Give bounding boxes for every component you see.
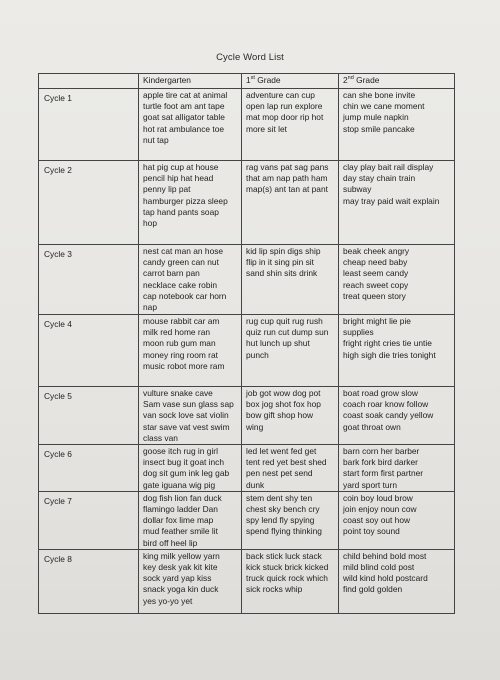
cycle-label: Cycle 3 bbox=[39, 245, 139, 315]
header-kindergarten: Kindergarten bbox=[139, 74, 242, 89]
word-line: adventure can cup bbox=[246, 90, 315, 100]
word-line: pencil hip hat head bbox=[143, 173, 214, 184]
word-line: spend flying thinking bbox=[246, 526, 322, 537]
table-row bbox=[39, 491, 455, 549]
word-line: child behind bold most bbox=[343, 550, 427, 561]
word-line: map(s) ant tan at pant bbox=[246, 184, 328, 195]
header-first-rest: Grade bbox=[254, 75, 281, 85]
header-second-rest: Grade bbox=[353, 75, 380, 85]
word-line: truck quick rock which bbox=[246, 573, 328, 584]
word-line: chest sky bench cry bbox=[246, 504, 320, 515]
word-line: candy green can nut bbox=[143, 257, 219, 268]
first-grade-words bbox=[242, 491, 339, 549]
table-row bbox=[39, 549, 455, 613]
word-line: tent red yet best shed bbox=[246, 457, 327, 468]
kindergarten-words bbox=[139, 491, 242, 549]
word-line: dollar fox lime map bbox=[143, 515, 214, 526]
kindergarten-words bbox=[139, 161, 242, 245]
first-grade-words bbox=[242, 315, 339, 387]
word-line: kid lip spin digs ship bbox=[246, 246, 321, 256]
cycle-label: Cycle 5 bbox=[39, 387, 139, 445]
word-line: bow gift shop how bbox=[246, 410, 314, 421]
word-line: moon rub gum man bbox=[143, 338, 216, 349]
word-line: spy lend fly spying bbox=[246, 515, 315, 526]
word-line: kick stuck brick kicked bbox=[246, 562, 329, 573]
word-line: treat queen story bbox=[343, 290, 406, 301]
second-grade-words bbox=[339, 549, 455, 613]
word-line: dog fish lion fan duck bbox=[143, 492, 222, 503]
word-line: coach roar know follow bbox=[343, 399, 429, 410]
word-line: snack yoga kin duck bbox=[143, 584, 219, 595]
word-line: hat pig cup at house bbox=[143, 162, 219, 172]
header-first-num: 1 bbox=[246, 75, 251, 85]
table-row bbox=[39, 161, 455, 245]
word-line: mouse rabbit car am bbox=[143, 316, 220, 326]
cycle-label: Cycle 6 bbox=[39, 445, 139, 492]
word-line: cap notebook car horn bbox=[143, 290, 227, 301]
word-line: pen nest pet send bbox=[246, 468, 313, 479]
word-line: yes yo-yo yet bbox=[143, 595, 193, 606]
cycle-label: Cycle 7 bbox=[39, 491, 139, 549]
cycle-label: Cycle 1 bbox=[39, 89, 139, 161]
word-line: necklace cake robin bbox=[143, 279, 218, 290]
word-line: point toy sound bbox=[343, 526, 400, 537]
word-line: may tray paid wait explain bbox=[343, 195, 440, 206]
header-second-grade bbox=[339, 74, 455, 89]
word-line: hot rat ambulance toe bbox=[143, 123, 225, 134]
word-line: bright might lie pie bbox=[343, 316, 411, 326]
second-grade-words bbox=[339, 387, 455, 445]
word-line: job got wow dog pot bbox=[246, 388, 321, 398]
word-line: hut lunch up shut bbox=[246, 338, 310, 349]
cycle-label: Cycle 2 bbox=[39, 161, 139, 245]
word-line: goat throat own bbox=[343, 421, 401, 432]
word-line: back stick luck stack bbox=[246, 550, 322, 561]
header-second-sup: nd bbox=[347, 75, 354, 82]
word-line: beak cheek angry bbox=[343, 246, 410, 256]
first-grade-words bbox=[242, 161, 339, 245]
word-line: bird off heel lip bbox=[143, 537, 198, 548]
first-grade-words bbox=[242, 245, 339, 315]
word-line: dunk bbox=[246, 479, 265, 490]
word-line: barn corn her barber bbox=[343, 446, 420, 457]
word-line: mud feather smile lit bbox=[143, 526, 218, 537]
word-line: hamburger pizza sleep bbox=[143, 195, 228, 206]
word-line: chin we cane moment bbox=[343, 101, 425, 112]
word-line: subway bbox=[343, 184, 372, 195]
word-line: sick rocks whip bbox=[246, 584, 303, 595]
word-line: rag vans pat sag pans bbox=[246, 162, 329, 172]
word-line: goose itch rug in girl bbox=[143, 446, 218, 457]
first-grade-words bbox=[242, 549, 339, 613]
word-line: punch bbox=[246, 349, 269, 360]
word-line: mild blind cold post bbox=[343, 562, 415, 573]
word-line: box jog shot fox hop bbox=[246, 399, 321, 410]
word-line: high sigh die tries tonight bbox=[343, 349, 436, 360]
word-line: jump mule napkin bbox=[343, 112, 409, 123]
word-line: coast soy out how bbox=[343, 515, 411, 526]
word-line: more sit let bbox=[246, 123, 287, 134]
word-line: class van bbox=[143, 432, 178, 443]
kindergarten-words bbox=[139, 445, 242, 492]
word-line: Sam vase sun glass sap bbox=[143, 399, 234, 410]
word-line: hop bbox=[143, 218, 157, 229]
second-grade-words bbox=[339, 245, 455, 315]
word-line: can she bone invite bbox=[343, 90, 416, 100]
word-line: clay play bait rail display bbox=[343, 162, 434, 172]
word-line: nest cat man an hose bbox=[143, 246, 224, 256]
word-line: nut tap bbox=[143, 134, 169, 145]
word-line: stop smile pancake bbox=[343, 123, 415, 134]
word-line: penny lip pat bbox=[143, 184, 191, 195]
word-line: nap bbox=[143, 302, 157, 313]
kindergarten-words bbox=[139, 245, 242, 315]
word-line: supplies bbox=[343, 327, 374, 338]
table-row bbox=[39, 445, 455, 492]
word-line: day stay chain train bbox=[343, 173, 416, 184]
word-line: boat road grow slow bbox=[343, 388, 418, 398]
word-line: carrot barn pan bbox=[143, 268, 200, 279]
word-line: wild kind hold postcard bbox=[343, 573, 428, 584]
word-line: bark fork bird darker bbox=[343, 457, 418, 468]
word-line: coast soak candy yellow bbox=[343, 410, 434, 421]
word-line: that am nap path ham bbox=[246, 173, 328, 184]
table-row bbox=[39, 387, 455, 445]
word-line: flip in it sing pin sit bbox=[246, 257, 314, 268]
word-line: open lap run explore bbox=[246, 101, 323, 112]
first-grade-words bbox=[242, 387, 339, 445]
header-blank bbox=[39, 74, 139, 89]
header-first-sup: st bbox=[250, 75, 255, 82]
word-line: yard sport turn bbox=[343, 479, 397, 490]
word-line: vulture snake cave bbox=[143, 388, 213, 398]
table-row bbox=[39, 315, 455, 387]
word-line: turtle foot am ant tape bbox=[143, 101, 225, 112]
table-row bbox=[39, 89, 455, 161]
word-line: tap hand pants soap bbox=[143, 206, 219, 217]
document-title: Cycle Word List bbox=[216, 52, 284, 63]
word-line: key desk yak kit kite bbox=[143, 562, 218, 573]
word-line: wing bbox=[246, 421, 264, 432]
second-grade-words bbox=[339, 89, 455, 161]
second-grade-words bbox=[339, 161, 455, 245]
word-line: milk red home ran bbox=[143, 327, 211, 338]
second-grade-words bbox=[339, 315, 455, 387]
kindergarten-words bbox=[139, 89, 242, 161]
cycle-label: Cycle 8 bbox=[39, 549, 139, 613]
word-line: sock yard yap kiss bbox=[143, 573, 212, 584]
word-line: goat sat alligator table bbox=[143, 112, 225, 123]
word-line: insect bug it goat inch bbox=[143, 457, 225, 468]
header-second-num: 2 bbox=[343, 75, 348, 85]
word-line: dog sit gum ink leg gab bbox=[143, 468, 230, 479]
word-line: flamingo ladder Dan bbox=[143, 504, 218, 515]
table-row bbox=[39, 245, 455, 315]
cycle-label: Cycle 4 bbox=[39, 315, 139, 387]
word-line: start form first partner bbox=[343, 468, 424, 479]
table-body bbox=[39, 89, 455, 614]
header-row bbox=[39, 74, 455, 89]
word-list-table bbox=[38, 73, 455, 614]
word-line: least seem candy bbox=[343, 268, 409, 279]
word-line: money ring room rat bbox=[143, 349, 218, 360]
word-line: van sock love sat violin bbox=[143, 410, 229, 421]
word-line: reach sweet copy bbox=[343, 279, 409, 290]
kindergarten-words bbox=[139, 387, 242, 445]
kindergarten-words bbox=[139, 315, 242, 387]
word-line: gate iguana wig pig bbox=[143, 479, 216, 490]
word-line: sand shin sits drink bbox=[246, 268, 318, 279]
word-line: coin boy loud brow bbox=[343, 492, 413, 503]
word-line: quiz run cut dump sun bbox=[246, 327, 329, 338]
word-line: stem dent shy ten bbox=[246, 492, 313, 503]
word-line: music robot more ram bbox=[143, 360, 225, 371]
word-line: find gold golden bbox=[343, 584, 403, 595]
second-grade-words bbox=[339, 445, 455, 492]
header-first-grade bbox=[242, 74, 339, 89]
word-line: rug cup quit rug rush bbox=[246, 316, 323, 326]
word-line: fright right cries tie untie bbox=[343, 338, 432, 349]
first-grade-words bbox=[242, 89, 339, 161]
word-line: cheap need baby bbox=[343, 257, 408, 268]
word-line: join enjoy noun cow bbox=[343, 504, 417, 515]
word-line: mat mop door rip hot bbox=[246, 112, 324, 123]
first-grade-words bbox=[242, 445, 339, 492]
kindergarten-words bbox=[139, 549, 242, 613]
second-grade-words bbox=[339, 491, 455, 549]
word-line: star save vat vest swim bbox=[143, 421, 230, 432]
word-line: apple tire cat at animal bbox=[143, 90, 228, 100]
word-line: led let went fed get bbox=[246, 446, 317, 457]
word-line: king milk yellow yarn bbox=[143, 550, 220, 561]
